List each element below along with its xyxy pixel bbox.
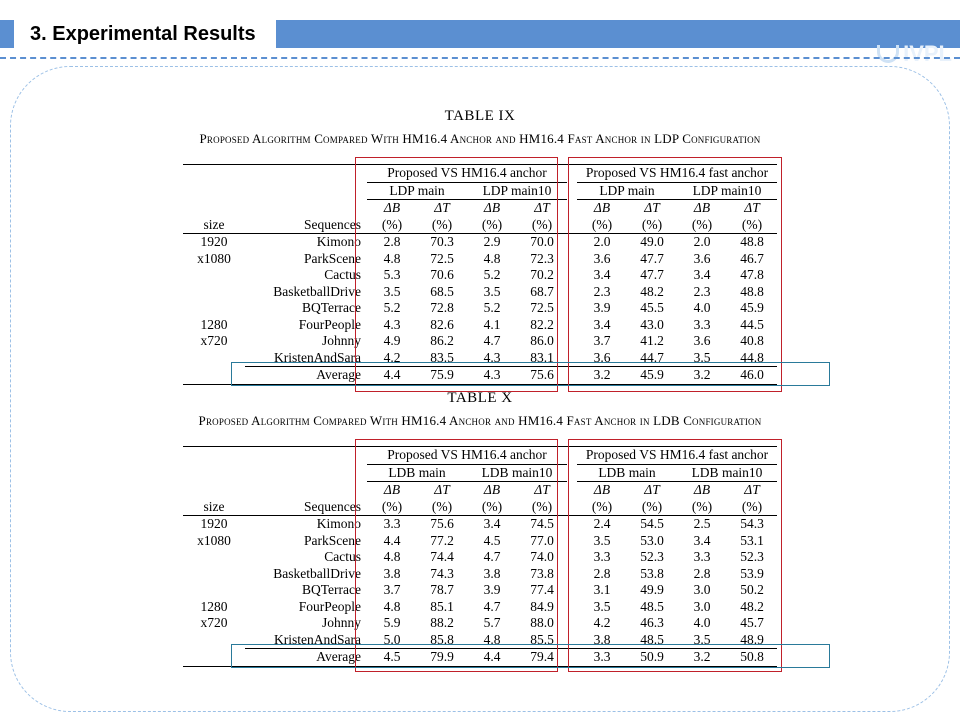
value-cell: 2.3 [693, 283, 711, 299]
unit-header: (%) [727, 499, 777, 516]
header-accent [0, 20, 14, 48]
unit-header: (%) [367, 499, 417, 516]
sequence-cell: FourPeople [298, 316, 361, 332]
value-cell: 3.5 [593, 532, 611, 548]
size-cell: x720 [200, 615, 228, 630]
value-cell: 2.8 [593, 565, 611, 581]
sub-header: LDB main10 [677, 464, 777, 482]
value-cell: 72.8 [430, 300, 454, 315]
size-cell: x720 [200, 333, 228, 348]
value-cell: 4.8 [383, 598, 401, 614]
value-cell: 3.6 [693, 250, 711, 266]
value-cell: 40.8 [740, 333, 764, 348]
unit-header: (%) [517, 499, 567, 516]
value-cell: 3.1 [593, 582, 611, 597]
metric-delta-t: ΔT [744, 200, 760, 215]
group-header-left: Proposed VS HM16.4 anchor [367, 447, 567, 465]
value-cell: 46.3 [640, 615, 664, 630]
fast-anchor-highlight-box-10 [568, 439, 782, 672]
value-cell: 82.2 [530, 316, 554, 332]
metric-delta-t: ΔT [534, 200, 550, 215]
value-cell: 54.3 [740, 516, 764, 531]
value-cell: 3.5 [693, 631, 711, 647]
sequence-cell: ParkScene [304, 532, 361, 548]
value-cell: 74.3 [430, 565, 454, 581]
unit-header: (%) [627, 499, 677, 516]
value-cell: 70.6 [430, 267, 454, 282]
value-cell: 47.8 [740, 267, 764, 282]
value-cell: 3.3 [693, 549, 711, 564]
value-cell: 85.5 [530, 631, 554, 647]
unit-header: (%) [677, 499, 727, 516]
empty-cell [245, 447, 367, 465]
value-cell: 5.3 [383, 267, 401, 282]
empty-cell [245, 482, 367, 499]
size-cell [183, 566, 245, 583]
value-cell: 4.1 [483, 316, 501, 332]
value-cell: 3.8 [483, 565, 501, 581]
value-cell: 47.7 [640, 250, 664, 266]
value-cell: 85.8 [430, 631, 454, 647]
sub-header: LDP main [577, 182, 677, 200]
empty-cell [183, 482, 245, 499]
value-cell: 3.7 [383, 582, 401, 597]
average-highlight-box-9 [231, 362, 830, 386]
unit-header: (%) [517, 217, 567, 234]
sequence-cell: BQTerrace [301, 582, 361, 597]
sequence-cell: Average [245, 367, 367, 385]
value-cell: 72.5 [430, 250, 454, 266]
value-cell: 52.3 [740, 549, 764, 564]
value-cell: 79.4 [517, 649, 567, 667]
value-cell: 4.0 [693, 615, 711, 630]
metric-delta-b: ΔB [593, 482, 611, 497]
metric-delta-t: ΔT [644, 200, 660, 215]
sequence-cell: BasketballDrive [273, 565, 361, 581]
value-cell: 3.4 [593, 316, 611, 332]
group-header-left: Proposed VS HM16.4 anchor [367, 165, 567, 183]
value-cell: 53.1 [740, 532, 764, 548]
value-cell: 3.5 [693, 349, 711, 365]
size-header: size [183, 217, 245, 234]
value-cell: 83.1 [530, 349, 554, 365]
value-cell: 5.2 [483, 267, 501, 282]
value-cell: 2.8 [693, 565, 711, 581]
sequence-cell: Johnny [321, 615, 361, 630]
value-cell: 4.8 [383, 250, 401, 266]
value-cell: 74.0 [530, 549, 554, 564]
sub-header: LDB main [577, 464, 677, 482]
sub-header: LDB main10 [467, 464, 567, 482]
value-cell: 2.9 [483, 234, 501, 249]
value-cell: 86.2 [430, 333, 454, 348]
sequence-cell: ParkScene [304, 250, 361, 266]
value-cell: 41.2 [640, 333, 664, 348]
value-cell: 48.9 [740, 631, 764, 647]
value-cell: 48.5 [640, 631, 664, 647]
value-cell: 3.6 [693, 333, 711, 348]
value-cell: 49.0 [640, 234, 664, 249]
sequence-cell: Cactus [324, 549, 361, 564]
value-cell: 4.2 [593, 615, 611, 630]
value-cell: 72.5 [530, 300, 554, 315]
value-cell: 53.0 [640, 532, 664, 548]
value-cell: 70.3 [430, 234, 454, 249]
metric-delta-b: ΔB [593, 200, 611, 215]
value-cell: 44.5 [740, 316, 764, 332]
value-cell: 74.4 [430, 549, 454, 564]
size-cell [183, 267, 245, 284]
value-cell: 4.8 [383, 549, 401, 564]
header-bar [276, 20, 960, 66]
empty-cell [183, 182, 245, 200]
sequence-cell: Johnny [321, 333, 361, 348]
value-cell: 4.7 [483, 549, 501, 564]
value-cell: 84.9 [530, 598, 554, 614]
value-cell: 4.3 [383, 316, 401, 332]
value-cell: 4.4 [467, 649, 517, 667]
value-cell: 45.7 [740, 615, 764, 630]
value-cell: 5.2 [383, 300, 401, 315]
value-cell: 3.2 [677, 367, 727, 385]
value-cell: 52.3 [640, 549, 664, 564]
value-cell: 48.5 [640, 598, 664, 614]
value-cell: 79.9 [417, 649, 467, 667]
value-cell: 2.0 [693, 234, 711, 249]
logo-icon [877, 45, 899, 63]
sub-header: LDP main [367, 182, 467, 200]
group-header-right: Proposed VS HM16.4 fast anchor [577, 447, 777, 465]
value-cell: 50.9 [627, 649, 677, 667]
value-cell: 3.4 [593, 267, 611, 282]
value-cell: 4.9 [383, 333, 401, 348]
sequences-header: Sequences [245, 217, 367, 234]
value-cell: 44.7 [640, 349, 664, 365]
value-cell: 2.5 [693, 516, 711, 531]
metric-delta-b: ΔB [383, 200, 401, 215]
unit-header: (%) [677, 217, 727, 234]
value-cell: 53.8 [640, 565, 664, 581]
unit-header: (%) [627, 217, 677, 234]
value-cell: 50.2 [740, 582, 764, 597]
value-cell: 3.5 [593, 598, 611, 614]
sequence-cell: Cactus [324, 267, 361, 282]
value-cell: 3.0 [693, 598, 711, 614]
sequence-cell: BasketballDrive [273, 283, 361, 299]
value-cell: 2.3 [593, 283, 611, 299]
size-cell: 1920 [200, 516, 228, 531]
value-cell: 82.6 [430, 316, 454, 332]
group-header-right: Proposed VS HM16.4 fast anchor [577, 165, 777, 183]
metric-delta-t: ΔT [744, 482, 760, 497]
value-cell: 3.3 [593, 549, 611, 564]
sequence-cell: FourPeople [298, 598, 361, 614]
ivpl-logo [877, 40, 952, 68]
header-divider [0, 57, 960, 59]
value-cell: 68.5 [430, 283, 454, 299]
value-cell: 3.5 [483, 283, 501, 299]
value-cell: 70.2 [530, 267, 554, 282]
sequence-cell: Kimono [316, 234, 361, 249]
value-cell: 3.4 [693, 267, 711, 282]
value-cell: 68.7 [530, 283, 554, 299]
table-9-label: TABLE IX [444, 108, 516, 124]
value-cell: 3.9 [593, 300, 611, 315]
value-cell: 2.8 [383, 234, 401, 249]
value-cell: 70.0 [530, 234, 554, 249]
empty-cell [245, 182, 367, 200]
unit-header: (%) [577, 499, 627, 516]
empty-cell [183, 464, 245, 482]
metric-delta-b: ΔB [693, 200, 711, 215]
sequence-cell: Kimono [316, 516, 361, 531]
value-cell: 46.7 [740, 250, 764, 266]
unit-header: (%) [467, 217, 517, 234]
sub-header: LDB main [367, 464, 467, 482]
value-cell: 3.2 [577, 367, 627, 385]
value-cell: 4.2 [383, 349, 401, 365]
anchor-highlight-box-9 [355, 157, 558, 392]
value-cell: 3.5 [383, 283, 401, 299]
value-cell: 4.5 [483, 532, 501, 548]
value-cell: 3.4 [693, 532, 711, 548]
unit-header: (%) [467, 499, 517, 516]
value-cell: 75.6 [430, 516, 454, 531]
value-cell: 3.6 [593, 250, 611, 266]
slide-title: 3. Experimental Results [18, 18, 270, 50]
size-cell: 1280 [200, 598, 228, 614]
value-cell: 4.5 [367, 649, 417, 667]
sub-header: LDP main10 [467, 182, 567, 200]
size-cell: 1920 [200, 234, 228, 249]
metric-delta-b: ΔB [693, 482, 711, 497]
size-cell [183, 284, 245, 301]
unit-header: (%) [727, 217, 777, 234]
value-cell: 75.9 [417, 367, 467, 385]
value-cell: 73.8 [530, 565, 554, 581]
unit-header: (%) [577, 217, 627, 234]
value-cell: 3.4 [483, 516, 501, 531]
value-cell: 4.7 [483, 333, 501, 348]
metric-delta-t: ΔT [434, 482, 450, 497]
value-cell: 3.2 [677, 649, 727, 667]
value-cell: 3.9 [483, 582, 501, 597]
logo-text: IVPL [903, 41, 952, 66]
value-cell: 5.9 [383, 615, 401, 630]
value-cell: 3.3 [693, 316, 711, 332]
value-cell: 77.2 [430, 532, 454, 548]
empty-cell [183, 200, 245, 217]
value-cell: 4.0 [693, 300, 711, 315]
value-cell: 78.7 [430, 582, 454, 597]
value-cell: 2.0 [593, 234, 611, 249]
value-cell: 4.8 [483, 631, 501, 647]
value-cell: 85.1 [430, 598, 454, 614]
value-cell: 46.0 [727, 367, 777, 385]
value-cell: 48.2 [640, 283, 664, 299]
sequence-cell: Average [245, 649, 367, 667]
metric-delta-t: ΔT [534, 482, 550, 497]
value-cell: 5.0 [383, 631, 401, 647]
anchor-highlight-box-10 [355, 439, 558, 672]
sequence-cell: KristenAndSara [274, 631, 361, 647]
table-10-label: TABLE X [447, 390, 513, 406]
value-cell: 4.4 [383, 532, 401, 548]
value-cell: 88.0 [530, 615, 554, 630]
value-cell: 48.2 [740, 598, 764, 614]
table-10-caption: Proposed Algorithm Compared With HM16.4 Anchor and HM16.4 Fast Anchor in LDB Configuration [198, 413, 762, 428]
unit-header: (%) [417, 217, 467, 234]
sub-header: LDP main10 [677, 182, 777, 200]
value-cell: 3.0 [693, 582, 711, 597]
sequence-cell: BQTerrace [301, 300, 361, 315]
value-cell: 3.3 [577, 649, 627, 667]
table-9-caption: Proposed Algorithm Compared With HM16.4 Anchor and HM16.4 Fast Anchor in LDP Configuration [199, 131, 761, 146]
size-cell [183, 300, 245, 317]
value-cell: 3.7 [593, 333, 611, 348]
empty-cell [183, 447, 245, 465]
value-cell: 77.4 [530, 582, 554, 597]
metric-delta-b: ΔB [383, 482, 401, 497]
value-cell: 45.9 [627, 367, 677, 385]
empty-cell [245, 464, 367, 482]
value-cell: 50.8 [727, 649, 777, 667]
value-cell: 53.9 [740, 565, 764, 581]
sequence-cell: KristenAndSara [274, 349, 361, 365]
unit-header: (%) [367, 217, 417, 234]
value-cell: 5.2 [483, 300, 501, 315]
size-cell: x1080 [197, 250, 231, 266]
fast-anchor-highlight-box-9 [568, 157, 782, 392]
sequences-header: Sequences [245, 499, 367, 516]
value-cell: 4.3 [483, 349, 501, 365]
value-cell: 45.9 [740, 300, 764, 315]
value-cell: 4.8 [483, 250, 501, 266]
unit-header: (%) [417, 499, 467, 516]
value-cell: 45.5 [640, 300, 664, 315]
size-header: size [183, 499, 245, 516]
value-cell: 44.8 [740, 349, 764, 365]
value-cell: 3.3 [383, 516, 401, 531]
value-cell: 77.0 [530, 532, 554, 548]
value-cell: 74.5 [530, 516, 554, 531]
metric-delta-t: ΔT [644, 482, 660, 497]
value-cell: 49.9 [640, 582, 664, 597]
value-cell: 72.3 [530, 250, 554, 266]
metric-delta-b: ΔB [483, 200, 501, 215]
average-highlight-box-10 [231, 644, 830, 668]
value-cell: 86.0 [530, 333, 554, 348]
value-cell: 83.5 [430, 349, 454, 365]
value-cell: 43.0 [640, 316, 664, 332]
value-cell: 4.3 [467, 367, 517, 385]
value-cell: 75.6 [517, 367, 567, 385]
metric-delta-b: ΔB [483, 482, 501, 497]
size-cell: x1080 [197, 532, 231, 548]
value-cell: 2.4 [593, 516, 611, 531]
value-cell: 4.7 [483, 598, 501, 614]
size-cell: 1280 [200, 316, 228, 332]
value-cell: 3.8 [593, 631, 611, 647]
size-cell [183, 549, 245, 566]
value-cell: 5.7 [483, 615, 501, 630]
empty-cell [245, 200, 367, 217]
value-cell: 48.8 [740, 234, 764, 249]
size-cell [183, 582, 245, 599]
value-cell: 47.7 [640, 267, 664, 282]
value-cell: 54.5 [640, 516, 664, 531]
value-cell: 48.8 [740, 283, 764, 299]
value-cell: 3.6 [593, 349, 611, 365]
metric-delta-t: ΔT [434, 200, 450, 215]
value-cell: 4.4 [367, 367, 417, 385]
value-cell: 3.8 [383, 565, 401, 581]
empty-cell [245, 165, 367, 183]
empty-cell [183, 165, 245, 183]
value-cell: 88.2 [430, 615, 454, 630]
